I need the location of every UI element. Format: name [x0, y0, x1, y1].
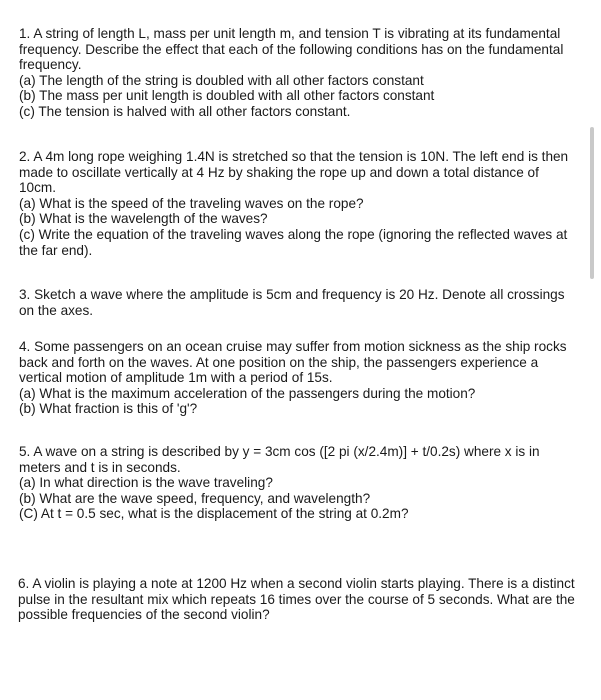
question-2-part-b: (b) What is the wavelength of the waves? [19, 211, 268, 227]
question-5-part-c: (C) At t = 0.5 sec, what is the displacement of the string at 0.2m? [19, 506, 409, 522]
question-5-part-a: (a) In what direction is the wave traveling? [19, 475, 273, 491]
question-4-stem: 4. Some passengers on an ocean cruise may suffer from motion sickness as the ship rocks back and forth on the waves. At one position on the ship, the passengers experience a vertical motion of amplitude 1m with a period of 15s. [19, 339, 567, 386]
question-6 [18, 576, 580, 623]
question-4-part-a: (a) What is the maximum acceleration of the passengers during the motion? [19, 385, 476, 401]
question-2 [19, 149, 579, 258]
question-6-stem: 6. A violin is playing a note at 1200 Hz when a second violin starts playing. There is a distinct pulse in the resultant mix which repeats 16 times over the course of 5 seconds. What are the possible frequencies of the second violin? [18, 576, 575, 623]
question-4 [19, 339, 579, 417]
question-5 [19, 444, 579, 522]
question-3 [19, 287, 579, 318]
vertical-scrollbar[interactable] [590, 127, 594, 279]
question-1-part-c: (c) The tension is halved with all other factors constant. [19, 103, 351, 119]
question-5-part-b: (b) What are the wave speed, frequency, and wavelength? [19, 490, 371, 506]
question-3-stem: 3. Sketch a wave where the amplitude is 5cm and frequency is 20 Hz. Denote all crossings on the axes. [19, 287, 565, 318]
question-1-stem: 1. A string of length L, mass per unit length m, and tension T is vibrating at its fundamental frequency. Describe the effect that each of the following conditions has on the fundamental frequency. [19, 26, 564, 73]
question-5-stem: 5. A wave on a string is described by y = 3cm cos ([2 pi (x/2.4m)] + t/0.2s) where x is in meters and t is in seconds. [19, 444, 540, 475]
question-1-part-a: (a) The length of the string is doubled with all other factors constant [19, 72, 424, 88]
question-1 [19, 26, 579, 120]
question-2-part-c: (c) Write the equation of the traveling waves along the rope (ignoring the reflected waves at the far end). [19, 226, 568, 258]
question-4-part-b: (b) What fraction is this of 'g'? [19, 401, 198, 417]
question-2-part-a: (a) What is the speed of the traveling waves on the rope? [19, 195, 364, 211]
question-1-part-b: (b) The mass per unit length is doubled with all other factors constant [19, 88, 435, 104]
question-2-stem: 2. A 4m long rope weighing 1.4N is stretched so that the tension is 10N. The left end is then made to oscillate vertically at 4 Hz by shaking the rope up and down a total distance of 10cm. [19, 149, 569, 196]
